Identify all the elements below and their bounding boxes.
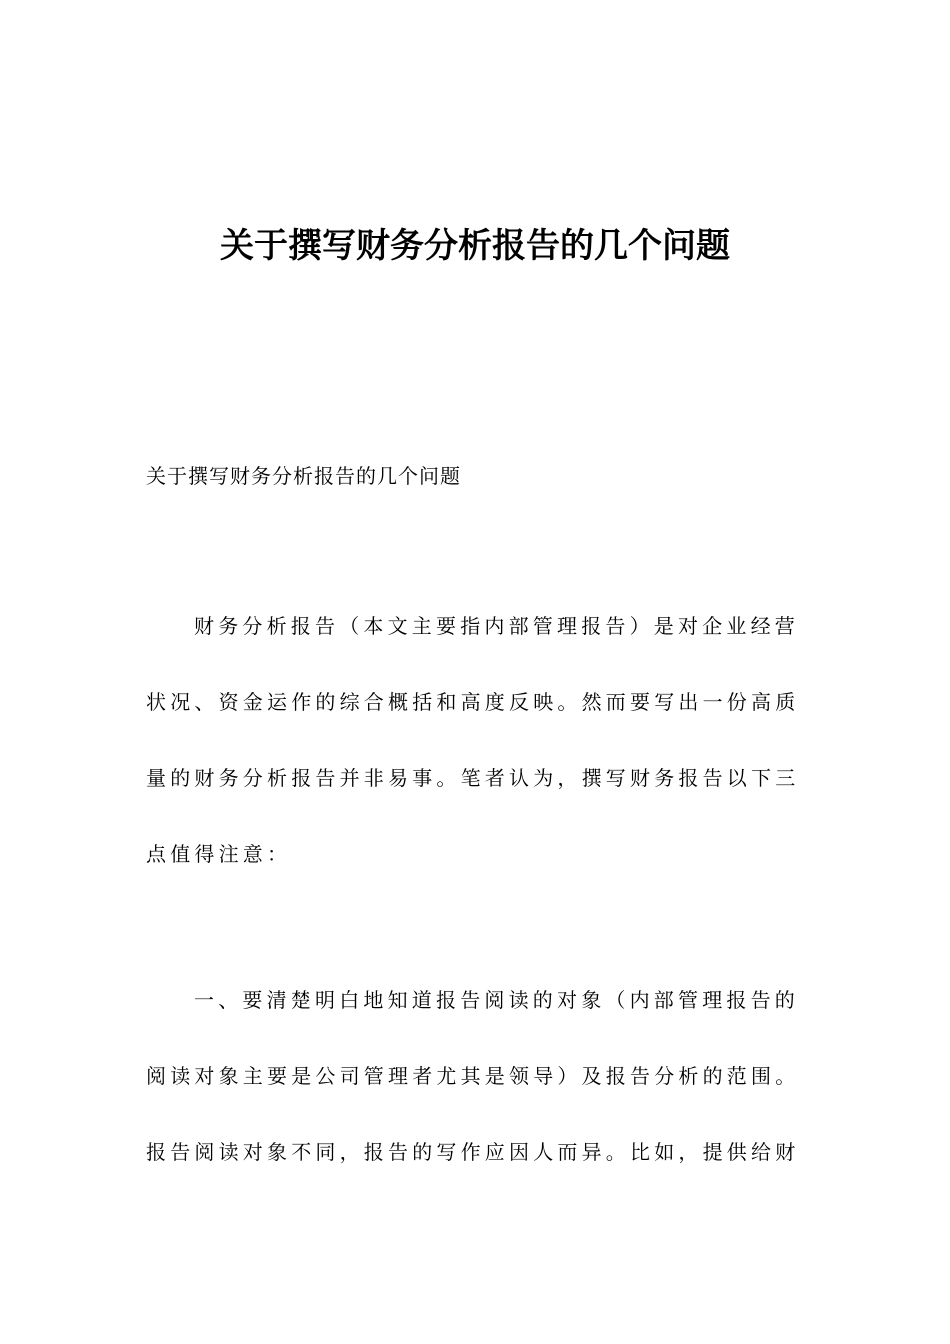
document-subtitle: 关于撰写财务分析报告的几个问题 — [146, 464, 461, 488]
paragraph-line: 量的财务分析报告并非易事。笔者认为，撰写财务报告以下三 — [146, 766, 800, 790]
paragraph-line: 点值得注意： — [146, 842, 292, 866]
paragraph-line: 报告阅读对象不同，报告的写作应因人而异。比如，提供给财 — [146, 1140, 800, 1164]
document-title: 关于撰写财务分析报告的几个问题 — [220, 226, 730, 266]
paragraph-line: 阅读对象主要是公司管理者尤其是领导）及报告分析的范围。 — [146, 1064, 800, 1088]
paragraph-line: 一、要清楚明白地知道报告阅读的对象（内部管理报告的 — [194, 988, 799, 1012]
paragraph-intro — [146, 610, 806, 914]
paragraph-point-one — [146, 984, 806, 1212]
paragraph-line: 财务分析报告（本文主要指内部管理报告）是对企业经营 — [194, 614, 799, 638]
paragraph-line: 状况、资金运作的综合概括和高度反映。然而要写出一份高质 — [146, 690, 800, 714]
